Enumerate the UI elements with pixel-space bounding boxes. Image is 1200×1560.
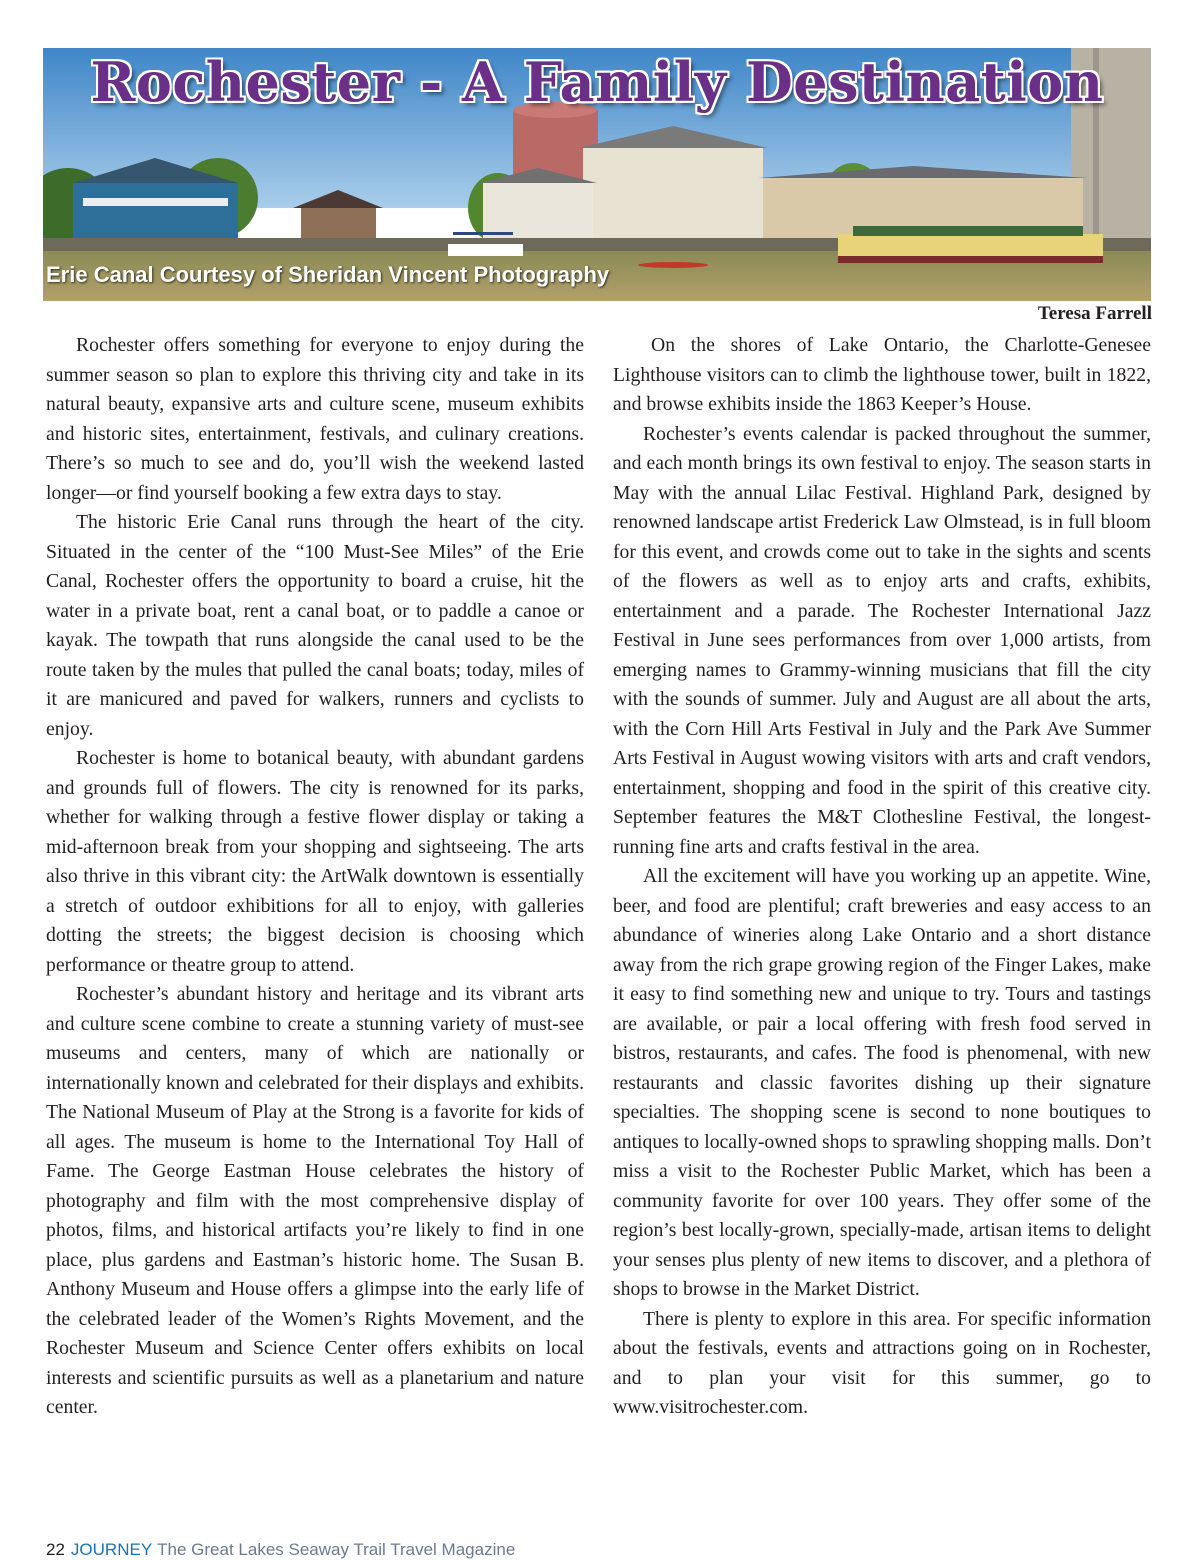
paragraph: There is plenty to explore in this area. For specific information about the festivals, events and attractions going on in Rochester, and to plan your visit for this summer, go to www.visitrochester.com. [613, 1307, 1151, 1418]
paragraph: Rochester’s abundant history and heritage and its vibrant arts and culture scene combine to create a stunning variety of must-see museums and centers, many of which are nationally or internationally known and celebrated for their displays and exhibits. The National Museum of Play at the Strong is a favorite for kids of all ages. The museum is home to the International Toy Hall of Fame. The George Eastman House celebrates the history of photography and film with the most comprehensive display of photos, films, and historical artifacts you’re likely to find in one place, plus gardens and Eastman’s historic home. The Susan B. Anthony Museum and House offers a glimpse into the early life of the celebrated leader of the Women’s Rights Movement, and the Rochester Museum and Science Center offers exhibits on local interests and scientific pursuits as well as a planetarium and nature center. [46, 983, 584, 1418]
paragraph: Rochester’s events calendar is packed throughout the summer, and each month brings its own festival to enjoy. The season starts in May with the annual Lilac Festival. Highland Park, designed by renowned landscape artist Frederick Law Olmstead, is in full bloom for this event, and crowds come out to take in the sights and scents of the flowers as well as to enjoy arts and crafts, exhibits, entertainment and a parade. The Rochester International Jazz Festival in June sees performances from over 1,000 artists, from emerging names to Grammy-winning musicians that fill the city with the sounds of summer. July and August are all about the arts, with the Corn Hill Arts Festival in July and the Park Ave Summer Arts Festival in August wowing visitors with arts and craft vendors, entertainment, shopping and food in the spirit of this creative city. September features the M&T Clothesline Festival, the longest-running fine arts and crafts festival in the area. [613, 422, 1151, 858]
article-column-left [46, 331, 584, 1423]
article-column-right [613, 331, 1151, 1423]
magazine-brand: JOURNEY [70, 1540, 153, 1559]
page-footer [46, 1540, 515, 1560]
paragraph: Rochester offers something for everyone to enjoy during the summer season so plan to explore this thriving city and take in its natural beauty, expansive arts and culture scene, museum exhibits and historic sites, entertainment, festivals, and culinary creations. There’s so much to see and do, you’ll wish the weekend lasted longer—or find yourself booking a few extra days to stay. [46, 334, 584, 504]
photo-caption: Erie Canal Courtesy of Sheridan Vincent Photography [46, 262, 610, 287]
page-number: 22 [46, 1540, 65, 1559]
page-title: Rochester - A Family Destination [90, 50, 1104, 114]
paragraph: All the excitement will have you working up an appetite. Wine, beer, and food are plentiful; craft breweries and easy access to an abundance of wineries along Lake Ontario and a short distance away from the rich grape growing region of the Finger Lakes, make it easy to find something new and unique to try. Tours and tastings are available, or pair a local offering with fresh food served in bistros, restaurants, and cafes. The food is phenomenal, with new restaurants and classic favorites dishing up their signature specialties. The shopping scene is second to none boutiques to antiques to locally-owned shops to sprawling shopping malls. Don’t miss a visit to the Rochester Public Market, which has been a community favorite for over 100 years. They offer some of the region’s best locally-grown, specially-made, artisan items to delight your senses plus plenty of new items to discover, and a plethora of shops to browse in the Market District. [613, 865, 1151, 1300]
magazine-tagline: The Great Lakes Seaway Trail Travel Magazine [157, 1540, 516, 1559]
paragraph: Rochester is home to botanical beauty, with abundant gardens and grounds full of flowers. The city is renowned for its parks, whether for walking through a festive flower display or taking a mid-afternoon break from your shopping and sightseeing. The arts also thrive in this vibrant city: the ArtWalk downtown is essentially a stretch of outdoor exhibitions for all to enjoy, with galleries dotting the streets; the biggest decision is choosing which performance or theatre group to attend. [46, 747, 584, 976]
author-byline: Teresa Farrell [1037, 303, 1152, 324]
header-banner [43, 48, 1151, 301]
paragraph: The historic Erie Canal runs through the heart of the city. Situated in the center of the “100 Must-See Miles” of the Erie Canal, Rochester offers the opportunity to board a cruise, hit the water in a private boat, rent a canal boat, or to paddle a canoe or kayak. The towpath that runs alongside the canal used to be the route taken by the mules that pulled the canal boats; today, miles of it are manicured and paved for walkers, runners and cyclists to enjoy. [46, 511, 584, 740]
paragraph: On the shores of Lake Ontario, the Charlotte-Genesee Lighthouse visitors can to climb the lighthouse tower, built in 1822, and browse exhibits inside the 1863 Keeper’s House. [613, 334, 1151, 415]
